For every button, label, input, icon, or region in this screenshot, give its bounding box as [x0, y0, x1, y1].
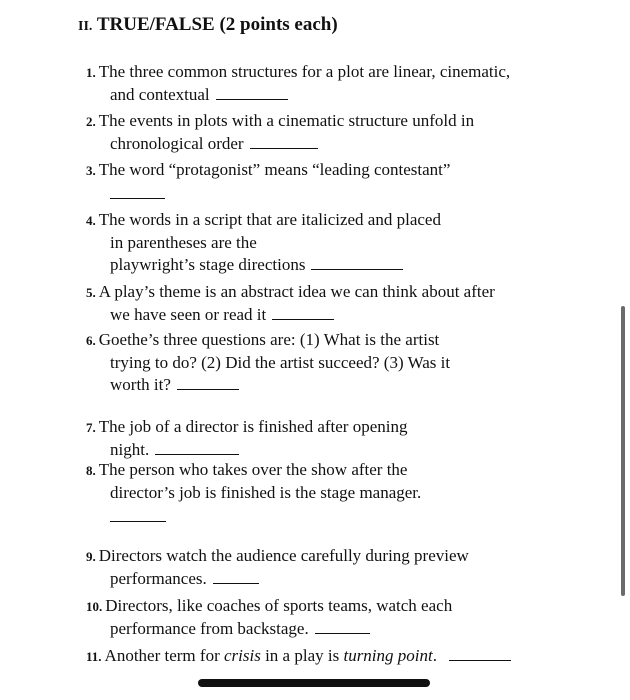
home-indicator[interactable] — [198, 679, 430, 687]
scrollbar[interactable] — [621, 306, 625, 596]
question-3 — [86, 159, 450, 182]
question-text: in parentheses are the — [110, 233, 257, 252]
question-text: in a play is — [260, 646, 344, 665]
question-text: director’s job is finished is the stage manager. — [110, 483, 422, 502]
answer-blank[interactable] — [449, 646, 511, 661]
question-text: A play’s theme is an abstract idea we can think about after — [98, 282, 495, 301]
question-1 — [86, 61, 510, 106]
question-text: The word “protagonist” means “leading contestant” — [98, 160, 451, 179]
question-text: chronological order — [110, 134, 244, 153]
question-text: performances. — [110, 569, 207, 588]
question-text: we have seen or read it — [110, 305, 267, 324]
section-title: TRUE/FALSE (2 points each) — [96, 14, 338, 35]
answer-blank[interactable] — [110, 520, 166, 522]
question-number: 2. — [86, 114, 96, 129]
question-text: The events in plots with a cinematic structure unfold in — [98, 111, 475, 130]
question-text-italic: crisis — [223, 646, 261, 665]
answer-blank[interactable] — [216, 85, 288, 100]
question-text: The job of a director is finished after opening — [98, 417, 408, 436]
question-text: playwright’s stage directions — [110, 255, 306, 274]
question-text: Another term for — [104, 646, 224, 665]
question-number: 9. — [86, 549, 96, 564]
section-roman-numeral: II. — [78, 19, 93, 34]
question-5 — [86, 281, 495, 326]
question-text: The words in a script that are italicized and placed — [98, 210, 441, 229]
answer-blank[interactable] — [315, 619, 370, 634]
answer-blank[interactable] — [110, 197, 165, 199]
question-number: 7. — [86, 420, 96, 435]
question-text: night. — [110, 440, 150, 459]
question-number: 5. — [86, 285, 96, 300]
answer-blank[interactable] — [311, 255, 403, 270]
answer-blank[interactable] — [250, 134, 318, 149]
question-10 — [86, 595, 452, 640]
question-number: 6. — [86, 333, 96, 348]
section-heading — [78, 14, 338, 36]
question-text: The three common structures for a plot are linear, cinematic, — [98, 62, 511, 81]
question-9 — [86, 545, 469, 590]
question-text: Directors, like coaches of sports teams, watch each — [105, 596, 453, 615]
question-number: 1. — [86, 65, 96, 80]
question-text-italic: turning point — [343, 646, 433, 665]
question-text: worth it? — [110, 375, 171, 394]
question-4 — [86, 209, 441, 276]
question-number: 8. — [86, 463, 96, 478]
question-text: performance from backstage. — [110, 619, 309, 638]
question-text: Directors watch the audience carefully during preview — [98, 546, 469, 565]
answer-blank[interactable] — [155, 440, 239, 455]
question-number: 3. — [86, 163, 96, 178]
question-2 — [86, 110, 474, 155]
question-text: trying to do? (2) Did the artist succeed? (3) Was it — [110, 353, 451, 372]
question-number: 4. — [86, 213, 96, 228]
question-11 — [86, 645, 511, 668]
answer-blank[interactable] — [272, 305, 334, 320]
question-text: and contextual — [110, 85, 210, 104]
question-number: 10. — [86, 599, 103, 614]
question-number: 11. — [86, 649, 102, 664]
answer-blank[interactable] — [213, 569, 259, 584]
answer-blank[interactable] — [177, 375, 239, 390]
question-text: Goethe’s three questions are: (1) What is the artist — [98, 330, 440, 349]
question-6 — [86, 329, 450, 396]
question-7 — [86, 416, 407, 461]
question-8 — [86, 459, 421, 504]
question-text: The person who takes over the show after the — [98, 460, 408, 479]
question-text: . — [432, 646, 437, 665]
